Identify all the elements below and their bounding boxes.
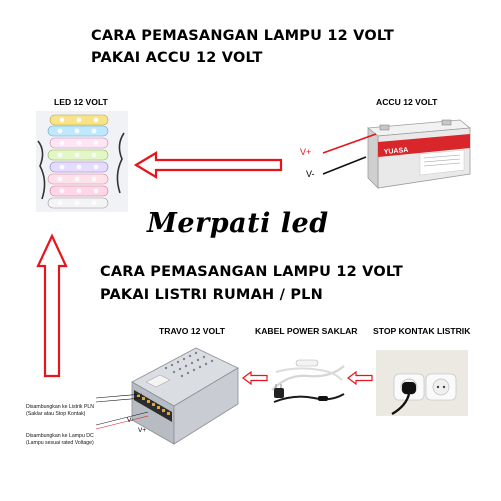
led-modules-image	[36, 111, 128, 212]
arrow-psu-to-led	[32, 232, 72, 380]
socket-image	[376, 350, 468, 416]
cable-image	[268, 350, 348, 414]
cable-label: KABEL POWER SAKLAR	[255, 326, 358, 336]
top-title-line2: PAKAI ACCU 12 VOLT	[91, 50, 263, 66]
arrow-socket-to-cable	[346, 371, 374, 385]
top-title-line1: CARA PEMASANGAN LAMPU 12 VOLT	[91, 28, 394, 44]
psu-ac-note-line2: (Saklar atau Stop Kontak)	[26, 411, 86, 417]
travo-label: TRAVO 12 VOLT	[159, 326, 226, 336]
battery-vplus-label: V+	[300, 147, 312, 157]
battery-wires	[318, 120, 388, 190]
psu-dc-note-line1: Disambungkan ke Lampu DC	[26, 433, 94, 439]
arrow-battery-to-led	[126, 150, 292, 180]
battery-vminus-label: V-	[306, 169, 315, 179]
accu-label: ACCU 12 VOLT	[376, 97, 438, 107]
power-cable-switch-icon	[268, 350, 348, 414]
led-label: LED 12 VOLT	[54, 97, 108, 107]
bottom-title-line2: PAKAI LISTRI RUMAH / PLN	[100, 287, 323, 303]
psu-wires	[96, 388, 156, 438]
psu-ac-note-line1: Disambungkan ke Listrik PLN	[26, 404, 95, 410]
psu-vminus-label: V-	[127, 417, 134, 424]
psu-vplus-label: V+	[138, 427, 147, 434]
brand-name: Merpati led	[147, 208, 329, 239]
wall-socket-icon	[376, 350, 468, 416]
bottom-title-line1: CARA PEMASANGAN LAMPU 12 VOLT	[100, 264, 403, 280]
arrow-cable-to-psu	[241, 371, 269, 385]
battery-brand-text: YUASA	[383, 146, 409, 156]
socket-label: STOP KONTAK LISTRIK	[373, 326, 471, 336]
psu-dc-note-line2: (Lampu sesuai rated Voltage)	[26, 440, 94, 446]
led-module-strip-icon	[36, 111, 128, 212]
